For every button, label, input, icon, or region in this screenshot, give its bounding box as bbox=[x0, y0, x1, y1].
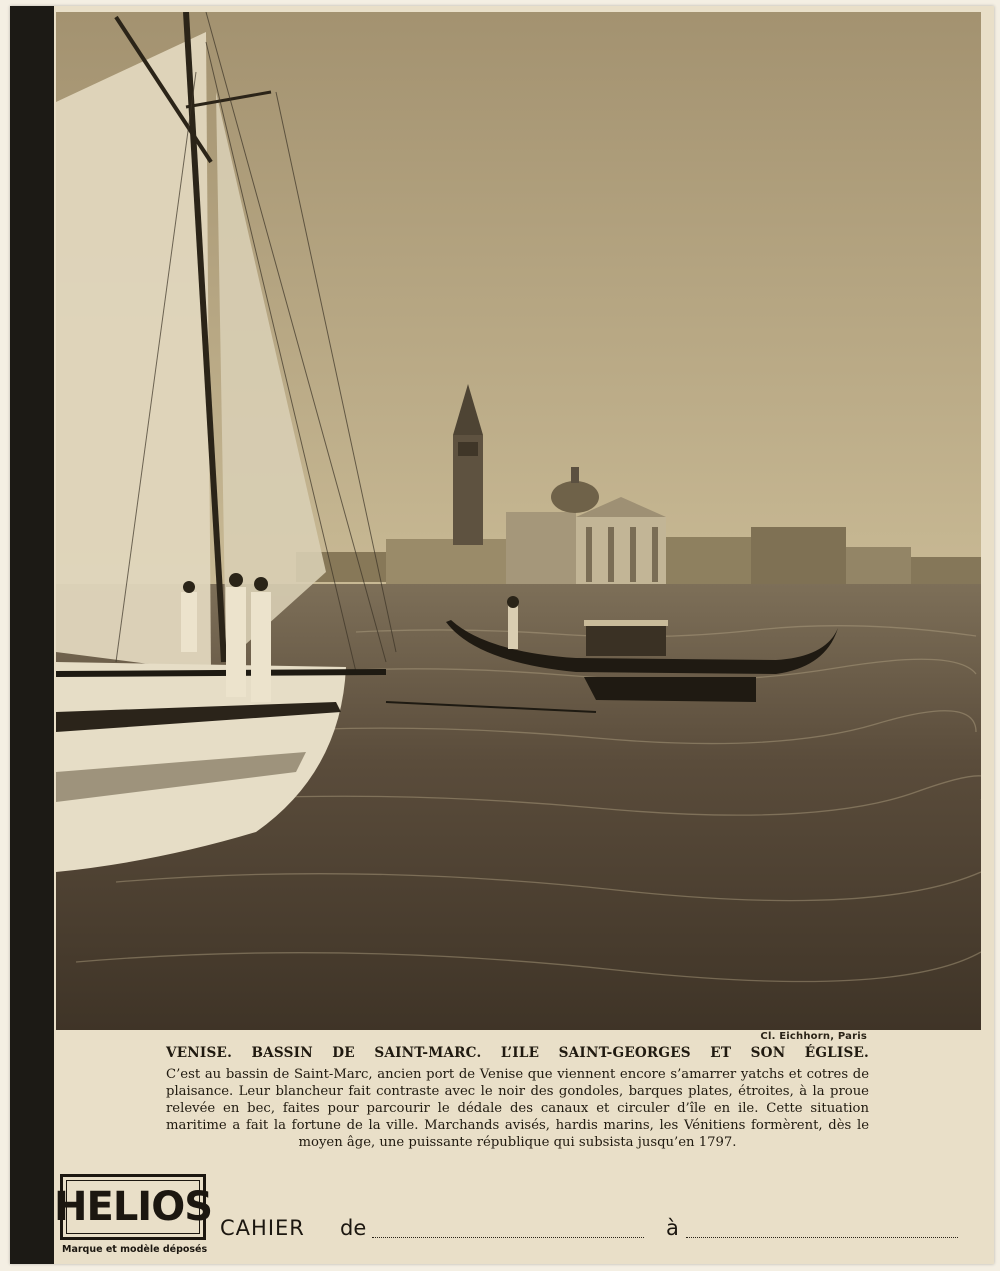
caption-body: C’est au bassin de Saint-Marc, ancien port de Venise que viennent encore s’amarrer yatchs et cotres de plaisance. Leur blancheur fait contraste avec le noir des gondoles, barques plates, étroites, à la proue relevée en bec, faites pour parcourir le dédale des canaux et circuler d’île en ile. Cette situation maritime a fait la fortune de la ville. Marchands avisés, hardis marins, les Vénitiens formèrent, dès le moyen âge, une puissante république qui subsista jusqu’en 1797. bbox=[166, 1067, 869, 1150]
recipient-line[interactable] bbox=[686, 1237, 958, 1238]
cahier-label: CAHIER bbox=[220, 1216, 305, 1240]
photo-credit: Cl. Eichhorn, Paris bbox=[760, 1031, 867, 1042]
helios-logo-text: HELIOS bbox=[66, 1180, 200, 1234]
a-label: à bbox=[666, 1216, 679, 1240]
notebook-spine bbox=[10, 6, 54, 1264]
caption-title: VENISE. BASSIN DE SAINT-MARC. L’ILE SAINT-GEORGES ET SON ÉGLISE. bbox=[166, 1045, 869, 1061]
venice-photo bbox=[56, 12, 981, 1030]
helios-logo-frame bbox=[54, 1174, 212, 1240]
owner-name-line[interactable] bbox=[372, 1237, 644, 1238]
helios-logo bbox=[54, 1174, 212, 1240]
brand-tagline: Marque et modèle déposés bbox=[62, 1244, 208, 1255]
de-label: de bbox=[340, 1216, 367, 1240]
venice-photo-illustration bbox=[56, 12, 981, 1030]
